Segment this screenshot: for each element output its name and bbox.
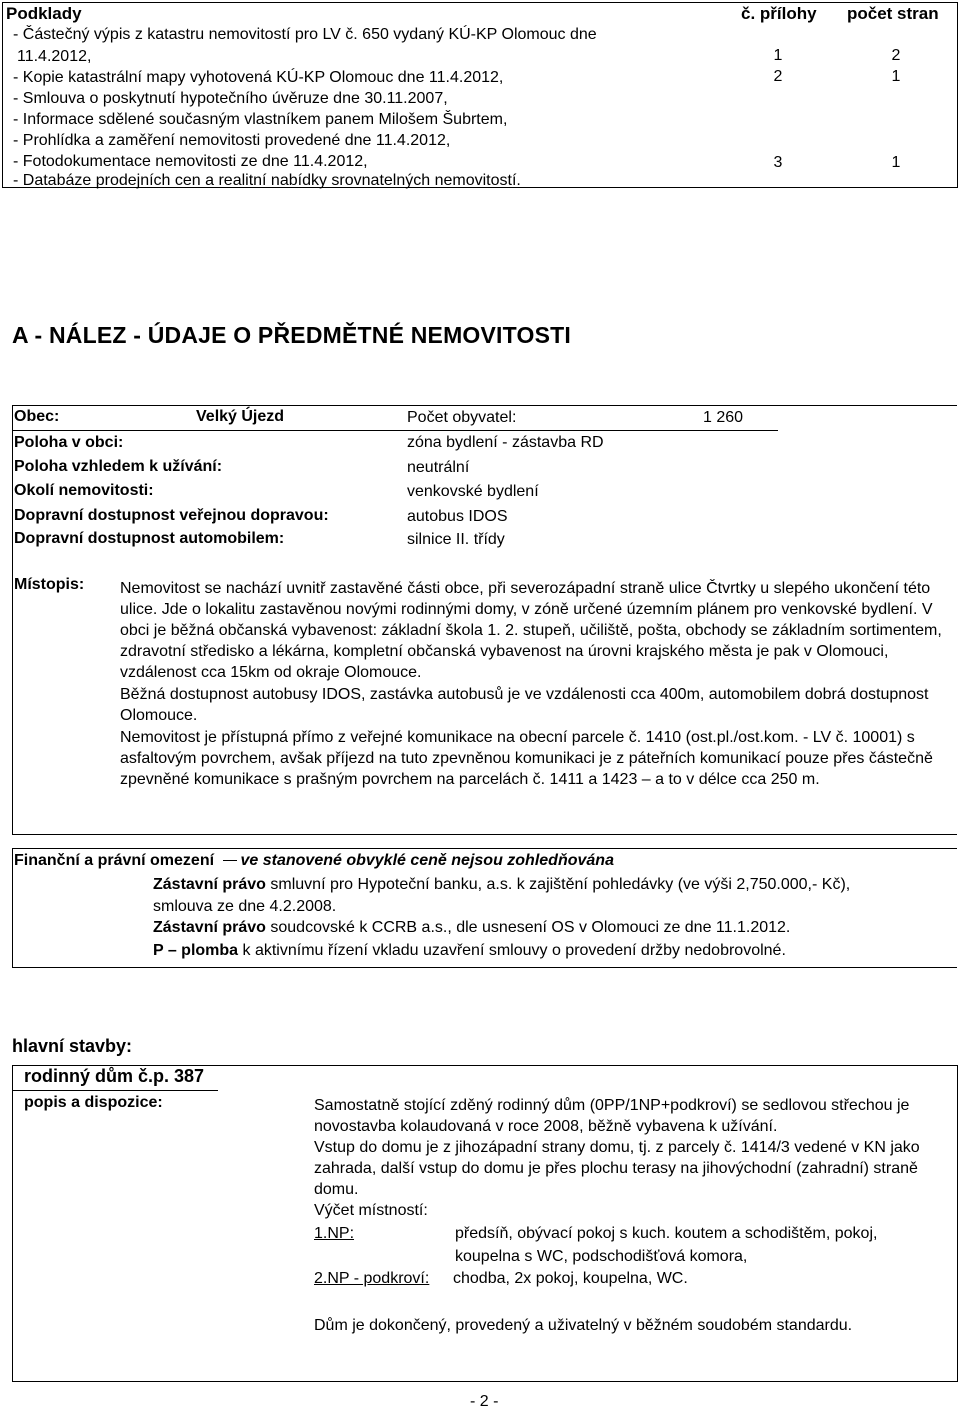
podklady-item: - Částečný výpis z katastru nemovitostí pro LV č. 650 vydaný KÚ-KP Olomouc dne	[13, 26, 597, 43]
field-label: Dopravní dostupnost veřejnou dopravou:	[14, 507, 329, 524]
financni-title-text: Finanční a právní omezení	[14, 852, 215, 869]
zastavni-pravo-1-cont: smlouva ze dne 4.2.2008.	[153, 898, 337, 915]
stran-number: 1	[891, 68, 901, 85]
np2-text: chodba, 2x pokoj, koupelna, WC.	[453, 1270, 688, 1287]
field-value: zóna bydlení - zástavba RD	[407, 434, 604, 451]
field-value: neutrální	[407, 459, 470, 476]
zastavni-pravo-text: soudcovské k CCRB a.s., dle usnesení OS v Olomouci ze dne 11.1.2012.	[265, 919, 791, 936]
mistopis-paragraph: Nemovitost se nachází uvnitř zastavěné části obce, při severozápadní straně ulice Čtvrtky u slepého ukončení této ulice. Jde o lokalitu zastavěnou novými rodinnými domy, v zóně určené územním plánem pro venkovské bydlení. V obci je běžná občanská vybavenost: základní škola 1. 2. stupeň, učiliště, pošta, obchody se základním sortimentem, zdravotní středisko a lékárna, kompletní občanská vybavenost na úrovni krajského města je pak v Olomouci, vzdálenost cca 15km od okraje Olomouce.	[120, 580, 942, 681]
obec-label: Obec:	[14, 408, 60, 425]
field-label: Okolí nemovitosti:	[14, 482, 154, 499]
obyvatel-value: 1 260	[703, 409, 744, 426]
popis-paragraph: Samostatně stojící zděný rodinný dům (0PP/1NP+podkroví) se sedlovou střechou je novostavba kolaudovaná v roce 2008, běžně vybavena k užívání.	[314, 1097, 910, 1135]
obec-underline	[12, 430, 778, 431]
zastavni-pravo-2	[153, 919, 790, 937]
plomba-text: k aktivnímu řízení vkladu uzavření smlouvy o provedení držby nedobrovolné.	[238, 942, 786, 959]
final-statement: Dům je dokončený, provedený a uživatelný v běžném soudobém standardu.	[314, 1317, 853, 1334]
field-label: Dopravní dostupnost automobilem:	[14, 530, 285, 547]
hlavni-stavby-title: hlavní stavby:	[12, 1036, 133, 1056]
col-priloha-header: č. přílohy	[741, 4, 817, 23]
mistopis-label: Místopis:	[14, 576, 85, 593]
vycet-label: Výčet místností:	[314, 1202, 428, 1219]
podklady-item: - Informace sdělené současným vlastníkem panem Milošem Šubrtem,	[13, 111, 508, 128]
page-number: - 2 -	[470, 1393, 499, 1410]
field-label: Poloha vzhledem k užívání:	[14, 458, 223, 475]
obyvatel-label: Počet obyvatel:	[407, 409, 517, 426]
popis-paragraph: Vstup do domu je z jihozápadní strany domu, tj. z parcely č. 1414/3 vedené v KN jako zahrada, další vstup do domu je přes plochu terasy na jihovýchodní (zahradní) straně domu.	[314, 1139, 920, 1198]
podklady-item: - Databáze prodejních cen a realitní nabídky srovnatelných nemovitostí.	[13, 172, 521, 189]
zastavni-pravo-text: smluvní pro Hypoteční banku, a.s. k zajištění pohledávky (ve výši 2,750.000,- Kč),	[265, 876, 851, 893]
field-value: venkovské bydlení	[407, 483, 539, 500]
podklady-item: - Prohlídka a zaměření nemovitosti provedené dne 11.4.2012,	[13, 132, 451, 149]
podklady-item: - Fotodokumentace nemovitosti ze dne 11.4.2012,	[13, 153, 368, 170]
obec-value: Velký Újezd	[196, 408, 285, 425]
popis-label: popis a dispozice:	[24, 1094, 163, 1111]
stavba-name: rodinný dům č.p. 387	[24, 1066, 205, 1086]
np1-text: předsíň, obývací pokoj s kuch. koutem a schodištěm, pokoj,	[455, 1225, 878, 1242]
mistopis-text	[120, 578, 950, 791]
field-value: silnice II. třídy	[407, 531, 505, 548]
section-title: A - NÁLEZ - ÚDAJE O PŘEDMĚTNÉ NEMOVITOSTI	[12, 322, 571, 348]
zastavni-pravo-label: Zástavní právo	[153, 876, 266, 893]
podklady-item: - Kopie katastrální mapy vyhotovená KÚ-KP Olomouc dne 11.4.2012,	[13, 69, 504, 86]
field-value: autobus IDOS	[407, 508, 508, 525]
mistopis-paragraph: Nemovitost je přístupná přímo z veřejné komunikace na obecní parcele č. 1410 (ost.pl./ost.kom. - LV č. 10001) s asfaltovým povrchem, avšak příjezd na tuto zpevněnou komunikaci je z páteřních komunikací pouze přes částečně zpevněné komunikace s prašným povrchem na parcelách č. 1411 a 1423 – a to v délce cca 250 m.	[120, 729, 933, 788]
col-stran-header: počet stran	[847, 4, 939, 23]
financni-title	[14, 852, 614, 870]
priloha-number: 3	[773, 154, 783, 171]
zastavni-pravo-label: Zástavní právo	[153, 919, 266, 936]
stran-number: 1	[891, 154, 901, 171]
plomba-label: P – plomba	[153, 942, 239, 959]
mistopis-paragraph: Běžná dostupnost autobusy IDOS, zastávka autobusů je ve vzdálenosti cca 400m, automobilem dobrá dostupnost Olomouce.	[120, 686, 929, 724]
podklady-item: 11.4.2012,	[17, 48, 92, 65]
stran-number: 2	[891, 47, 901, 64]
priloha-number: 2	[773, 68, 783, 85]
dash-icon	[223, 860, 237, 861]
podklady-header: Podklady	[6, 4, 82, 23]
podklady-table	[2, 2, 958, 188]
plomba-line	[153, 942, 786, 960]
zastavni-pravo-1	[153, 876, 850, 894]
financni-note: ve stanovené obvyklé ceně nejsou zohledňována	[240, 852, 614, 869]
priloha-number: 1	[773, 47, 783, 64]
np2-label: 2.NP - podkroví:	[314, 1270, 430, 1287]
popis-text	[314, 1095, 934, 1221]
np1-label: 1.NP:	[314, 1225, 355, 1242]
np1-text-cont: koupelna s WC, podschodišťová komora,	[455, 1248, 748, 1265]
podklady-item: - Smlouva o poskytnutí hypotečního úvěruze dne 30.11.2007,	[13, 90, 448, 107]
stavba-divider	[12, 1090, 218, 1091]
field-label: Poloha v obci:	[14, 434, 124, 451]
